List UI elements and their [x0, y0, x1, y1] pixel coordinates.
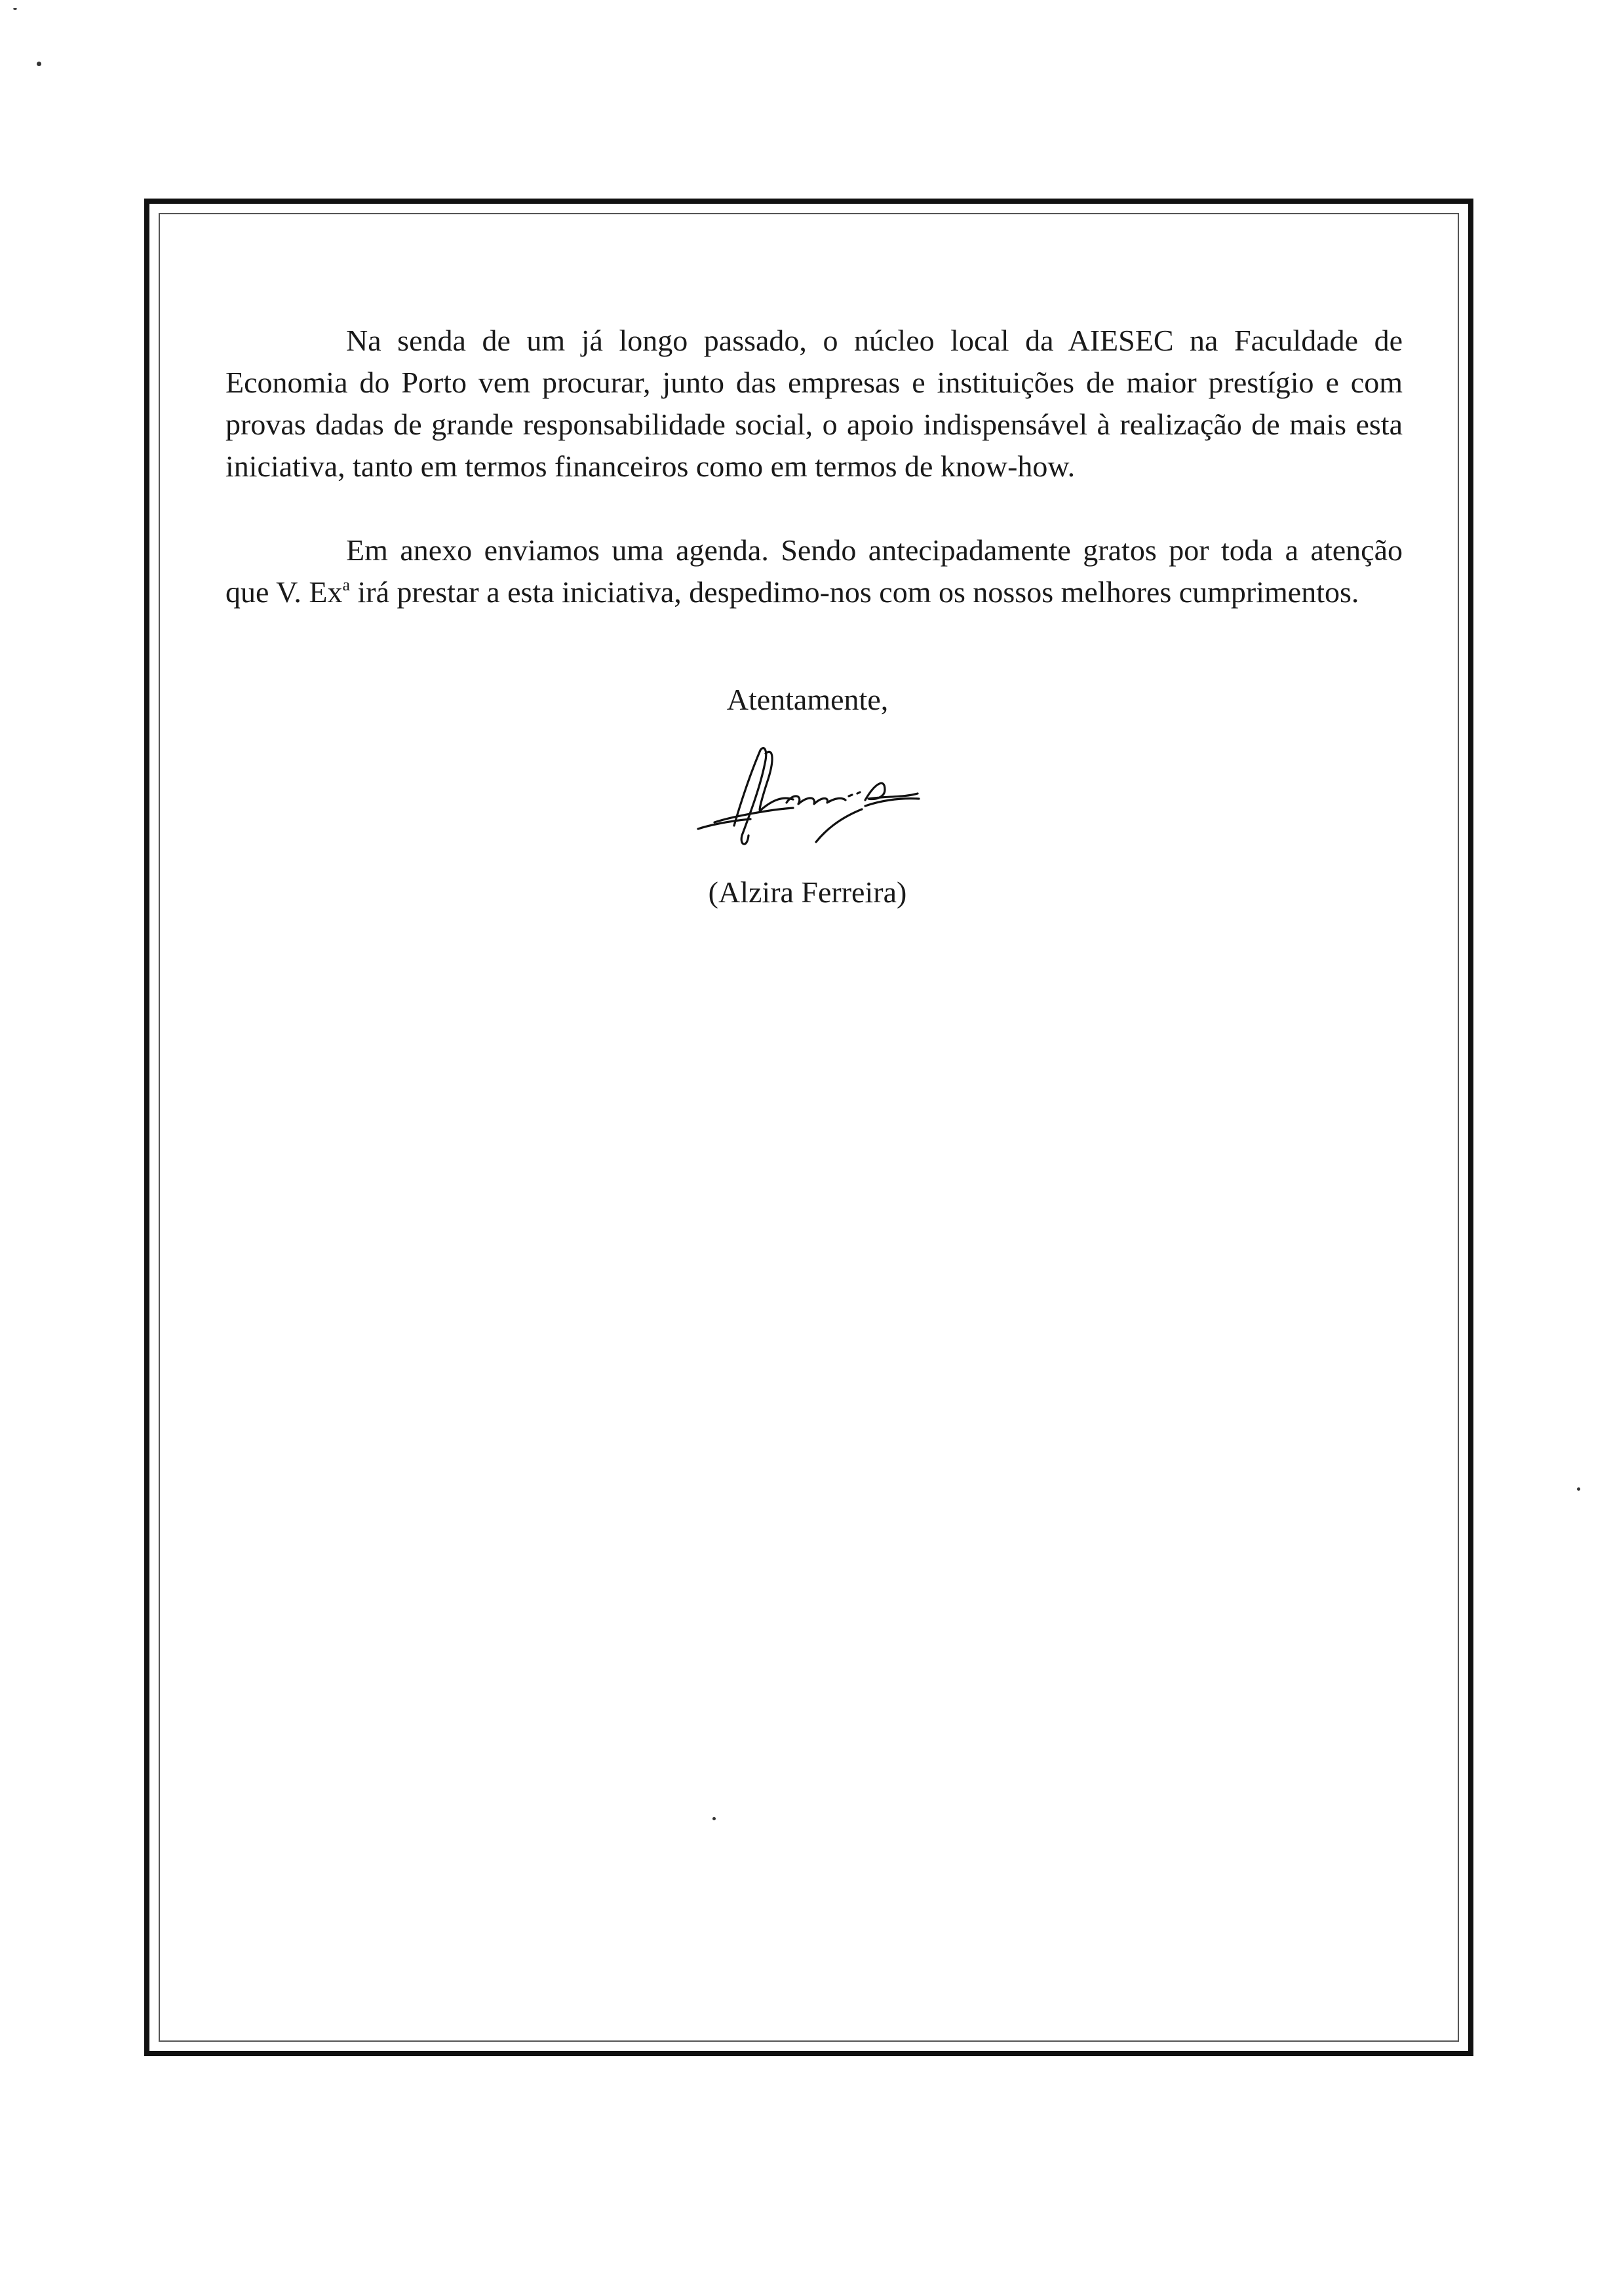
signatory-name: (Alzira Ferreira) [708, 875, 907, 909]
paragraph-closing-text-start: Em anexo enviamos uma agenda. Sendo antecipadamente gratos por toda a atenção que V. Ex [225, 533, 1403, 609]
paragraph-intro: Na senda de um já longo passado, o núcleo local da AIESEC na Faculdade de Economia do Porto vem procurar, junto das empresas e instituições de maior prestígio e com provas dadas de grande responsabilidade social, o apoio indispensável à realização de mais esta iniciativa, tanto em termos financeiros como em termos de know-how. [225, 324, 1403, 483]
paragraph-closing-text-end: irá prestar a esta iniciativa, despedimo-nos com os nossos melhores cumprimentos. [350, 575, 1359, 609]
scan-speck [13, 8, 17, 10]
closing-salutation: Atentamente, [726, 683, 889, 716]
letter-body [225, 320, 1403, 655]
scan-speck [1577, 1487, 1580, 1491]
superscript-a: a [342, 575, 351, 594]
scan-speck [37, 62, 41, 66]
paragraph-closing-remarks [225, 529, 1403, 613]
handwritten-signature [688, 744, 924, 852]
